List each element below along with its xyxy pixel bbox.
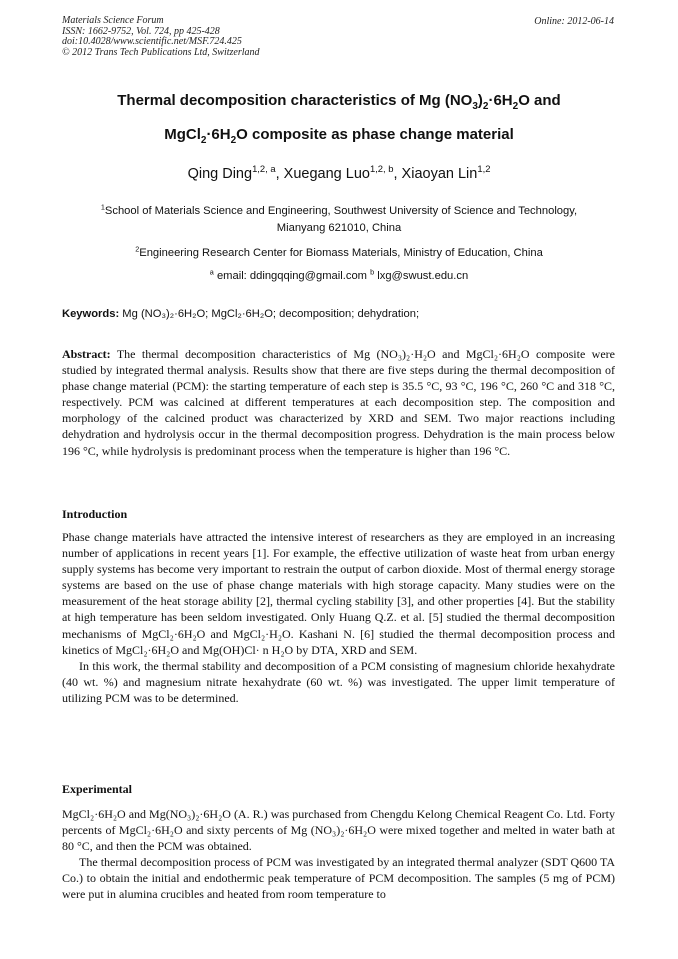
keywords-label: Keywords:: [62, 308, 120, 320]
paper-title-line1: Thermal decomposition characteristics of Mg $(NO_3)_2\cdot 6H_2O$ and: [117, 92, 561, 112]
affiliation-2: $^2$Engineering Research Center for Biomass Materials, Ministry of Education, China: [135, 244, 543, 259]
issn: ISSN: 1662-9752, Vol. 724, pp 425-428: [62, 25, 220, 37]
author-list: Qing Ding$^{1,2, a}$, Xuegang Luo$^{1,2, b}$, Xiaoyan Lin$^{1,2}$: [187, 163, 491, 182]
introduction-paragraph-1: Phase change materials have attracted the intensive interest of researchers as they are employed in an increasing number of applications in recent years [1]. For example, the effective utilization of waste heat from urban energy supply systems has become very important to restrain the output of carbon dioxide. Most of thermal energy storage systems are based on the use of phase change materials with high storage capacity. Many studies were on the measurement of the heat storage ability [2], thermal cycling stability [3], and other properties [4]. But the stability at high temperature has been seldom investigated. Only Huang Q.Z. et al. [5] studied the thermal decomposition mechanisms of MgCl₂·6H₂O and MgCl₂·H₂O. Kashani N. [6] studied the thermal decomposition process and kinetics of MgCl₂·6H₂O and Mg(OH)Cl· n H₂O by DTA, XRD and SEM.: [62, 530, 615, 657]
abstract-label: Abstract:: [62, 347, 111, 361]
journal-header: [62, 16, 260, 58]
affiliation-1: $^1$School of Materials Science and Engineering, Southwest University of Science and Technology, Mianyang 621010, China: [100, 202, 578, 234]
keywords: [62, 308, 618, 320]
introduction-paragraph-2: In this work, the thermal stability and decomposition of a PCM consisting of magnesium chloride hexahydrate (40 wt. %) and magnesium nitrate hexahydrate (60 wt. %) was investigated. The upper limit temperature of utilizing PCM was to be determined.: [62, 658, 615, 705]
journal-name: Materials Science Forum: [62, 15, 164, 26]
section-heading-introduction: Introduction: [62, 507, 128, 521]
experimental-paragraph-2: The thermal decomposition process of PCM was investigated by an integrated thermal analyzer (SDT Q600 TA Co.) to obtain the initial and endothermic peak temperature of PCM decomposition. The samples (5 mg of PCM) were put in alumina crucibles and heated from room temperature to: [62, 855, 615, 902]
email-line: $^a$ email: ddingqqing@gmail.com $^b$ lxg@swust.edu.cn: [209, 267, 469, 282]
online-date: Online: 2012-06-14: [534, 16, 614, 27]
experimental-paragraph-1: MgCl₂·6H₂O and Mg(NO₃)₂·6H₂O (A. R.) was purchased from Chengdu Kelong Chemical Reagent Co. Ltd. Forty percents of MgCl₂·6H₂O and sixty percents of Mg (NO₃)₂·6H₂O were mixed together and melted in water bath at 80 °C, and then the PCM was obtained.: [62, 807, 615, 854]
copyright: © 2012 Trans Tech Publications Ltd, Switzerland: [62, 46, 260, 58]
paper-title-line2: $MgCl_2\cdot 6H_2O$ composite as phase change material: [164, 126, 514, 146]
abstract: [62, 346, 615, 459]
introduction-body: [62, 529, 615, 706]
doi: doi:10.4028/www.scientific.net/MSF.724.425: [62, 36, 242, 47]
experimental-body: [62, 806, 615, 903]
abstract-text: The thermal decomposition characteristics of Mg (NO₃)₂·H₂O and MgCl₂·6H₂O composite were studied by integrated thermal analysis. Results show that there are five steps during the thermal decomposition of phase change material (PCM): the starting temperature of each step is 35.5 °C, 93 °C, 196 °C, 260 °C and 318 °C, respectively. PCM was calcined at different temperatures at each decomposition step. The composition and morphology of the calcined product was characterized by XRD and SEM. Two major reactions including dehydration and hydrolysis occur in the thermal decomposition progress. Dehydration is the main process below 196 °C, while hydrolysis is predominant process when the temperature is higher than 196 °C.: [62, 347, 615, 458]
section-heading-experimental: Experimental: [62, 782, 132, 796]
keywords-text: Mg (NO₃)₂·6H₂O; MgCl₂·6H₂O; decomposition; dehydration;: [119, 308, 420, 320]
